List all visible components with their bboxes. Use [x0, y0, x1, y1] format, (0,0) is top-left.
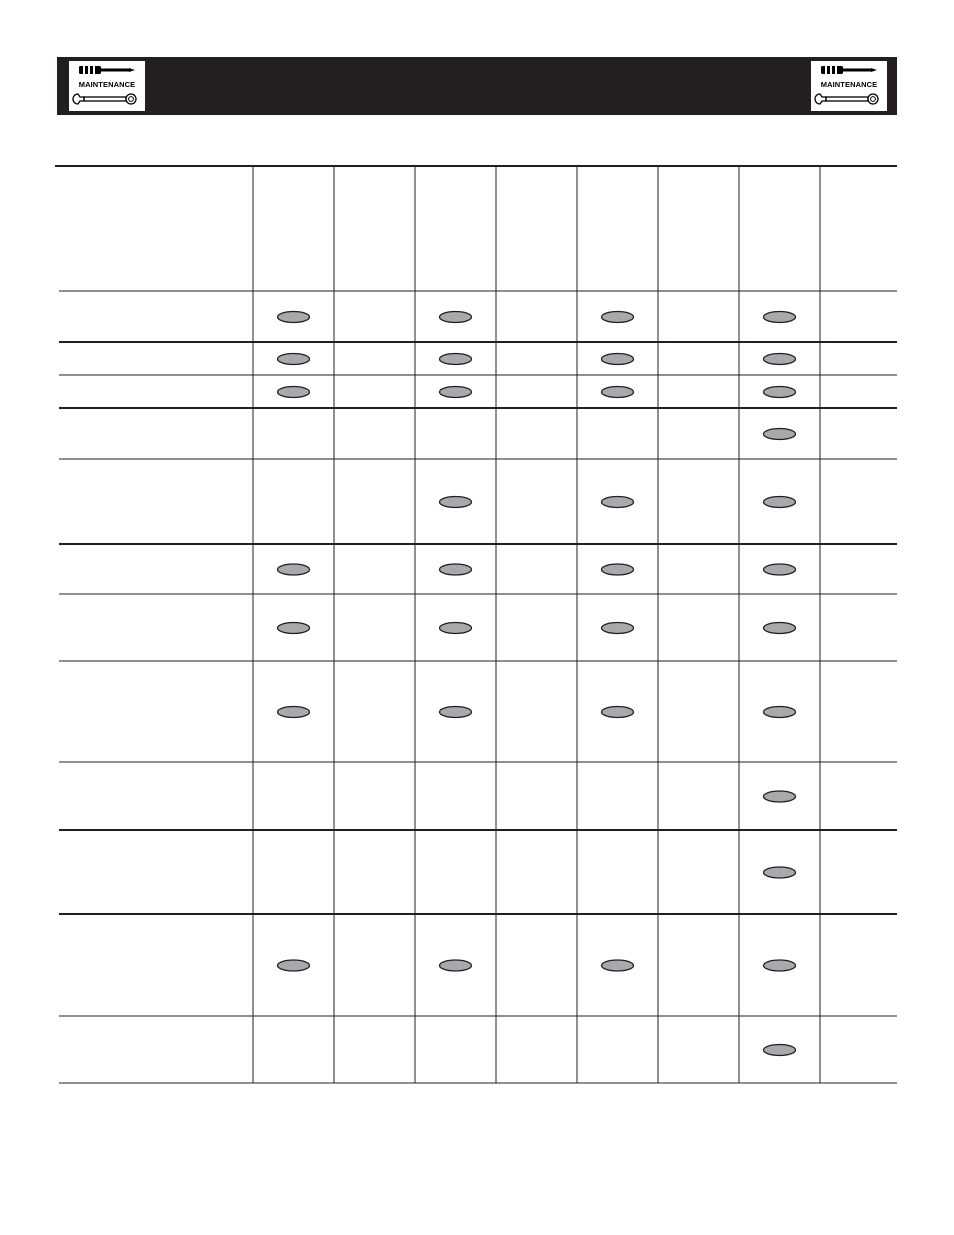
schedule-mark: [764, 707, 796, 718]
schedule-mark: [764, 429, 796, 440]
schedule-mark: [278, 312, 310, 323]
maintenance-label: MAINTENANCE: [78, 80, 136, 89]
schedule-mark: [764, 387, 796, 398]
schedule-mark: [764, 623, 796, 634]
schedule-mark: [764, 960, 796, 971]
schedule-mark: [602, 354, 634, 365]
schedule-mark: [440, 312, 472, 323]
schedule-mark: [278, 960, 310, 971]
schedule-mark: [440, 387, 472, 398]
schedule-mark: [440, 497, 472, 508]
schedule-mark: [602, 707, 634, 718]
schedule-mark: [278, 387, 310, 398]
schedule-mark: [764, 354, 796, 365]
schedule-mark: [440, 707, 472, 718]
maintenance-label: MAINTENANCE: [820, 80, 878, 89]
schedule-mark: [764, 791, 796, 802]
schedule-mark: [764, 312, 796, 323]
schedule-mark: [764, 1045, 796, 1056]
schedule-mark: [764, 564, 796, 575]
schedule-mark: [278, 707, 310, 718]
schedule-mark: [602, 960, 634, 971]
schedule-mark: [440, 564, 472, 575]
schedule-mark: [602, 387, 634, 398]
schedule-mark: [440, 354, 472, 365]
schedule-mark: [278, 623, 310, 634]
schedule-mark: [278, 564, 310, 575]
schedule-mark: [602, 497, 634, 508]
schedule-mark: [602, 564, 634, 575]
schedule-mark: [764, 867, 796, 878]
schedule-mark: [440, 623, 472, 634]
schedule-mark: [602, 312, 634, 323]
schedule-mark: [602, 623, 634, 634]
schedule-mark: [278, 354, 310, 365]
schedule-mark: [440, 960, 472, 971]
schedule-mark: [764, 497, 796, 508]
